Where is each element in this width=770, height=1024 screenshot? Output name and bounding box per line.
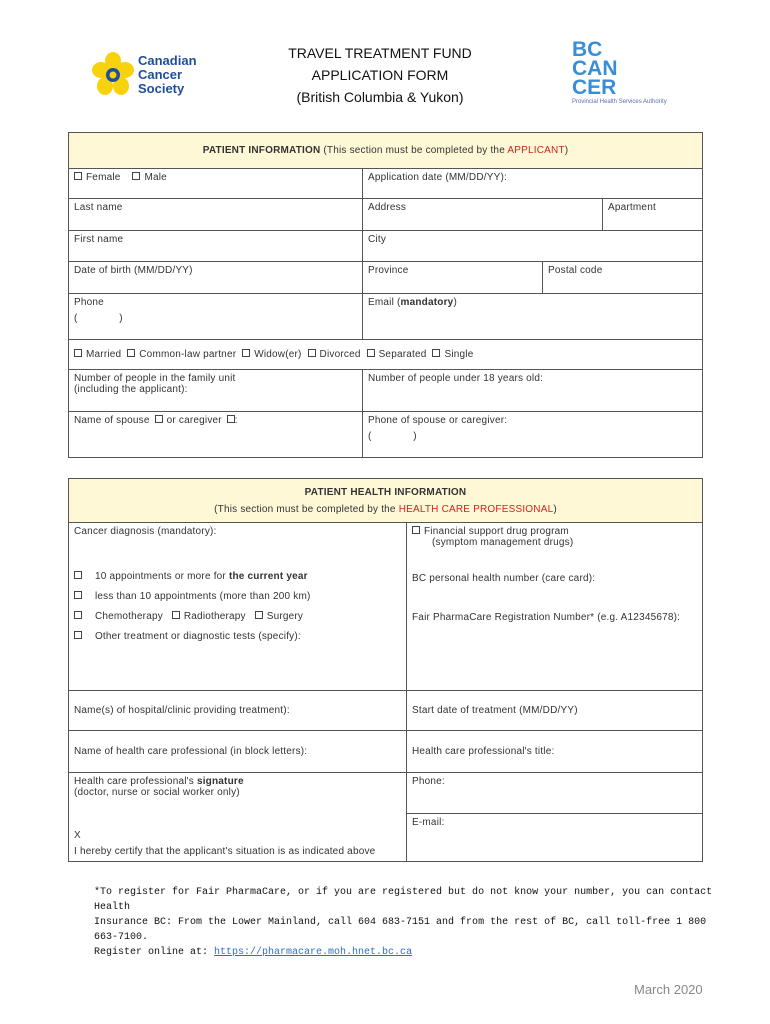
- form-title: [240, 42, 520, 108]
- postal-code-field[interactable]: [543, 262, 703, 294]
- financial-support-cell: [407, 523, 703, 567]
- pharmacare-footnote: [94, 885, 734, 960]
- separated-checkbox[interactable]: [367, 349, 375, 357]
- appt-10-more-label: 10 appointments or more for: [94, 570, 229, 582]
- gender-cell: [69, 169, 363, 199]
- marital-status-row: [69, 340, 703, 370]
- male-label: Male: [144, 172, 167, 183]
- pharmacare-link[interactable]: https://pharmacare.moh.hnet.bc.ca: [214, 947, 413, 958]
- email-field[interactable]: [363, 294, 703, 340]
- health-numbers-cell: [407, 567, 703, 691]
- bc-logo-subtitle: Provincial Health Services Authority: [572, 99, 667, 105]
- female-label: Female: [86, 172, 121, 183]
- bc-phn-label: BC personal health number (care card):: [412, 572, 596, 584]
- hcp-email-field[interactable]: [407, 814, 703, 862]
- spouse-phone-field[interactable]: [363, 412, 703, 458]
- daffodil-icon: [92, 52, 134, 96]
- form-date: March 2020: [634, 982, 703, 997]
- bc-logo-line1: BC: [572, 38, 603, 61]
- spouse-name-colon: :: [234, 415, 238, 426]
- apartment-label: Apartment: [608, 202, 656, 213]
- single-label: Single: [444, 349, 474, 360]
- appt-10-more-checkbox[interactable]: [74, 571, 82, 579]
- financial-support-label-2: (symptom management drugs): [432, 537, 574, 548]
- male-checkbox[interactable]: [132, 172, 140, 180]
- married-checkbox[interactable]: [74, 349, 82, 357]
- widow-label: Widow(er): [254, 349, 302, 360]
- under-18-label: Number of people under 18 years old:: [368, 373, 544, 384]
- title-line3: (British Columbia & Yukon): [296, 89, 464, 105]
- health-info-heading-hcp: HEALTH CARE PROFESSIONAL: [398, 503, 554, 515]
- signature-label: Health care professional's: [74, 776, 197, 787]
- hcp-phone-label: Phone:: [412, 776, 445, 787]
- patient-information-table: [68, 132, 703, 458]
- signature-bold: signature: [196, 776, 244, 787]
- spouse-phone-area-code: ( ): [368, 431, 417, 442]
- first-name-label: First name: [74, 234, 124, 245]
- chemotherapy-label: Chemotherapy: [94, 610, 163, 622]
- appointments-cell: [69, 567, 407, 691]
- patient-info-heading-text: (This section must be completed by the: [320, 145, 508, 156]
- spouse-phone-label: Phone of spouse or caregiver:: [368, 415, 508, 426]
- patient-info-heading-end: ): [564, 145, 569, 156]
- cancer-diagnosis-field[interactable]: [69, 523, 407, 567]
- health-info-heading-text: (This section must be completed by the: [214, 503, 399, 515]
- health-info-heading-end: ): [553, 503, 557, 515]
- bc-logo-line3: CER: [572, 76, 617, 99]
- footnote-line2: Insurance BC: From the Lower Mainland, call 604 683-7151 and from the rest of BC, call toll-free 1 800 663-7100.: [94, 917, 707, 943]
- ccs-logo: [92, 52, 212, 98]
- family-unit-field[interactable]: [69, 370, 363, 412]
- phone-field[interactable]: [69, 294, 363, 340]
- pharmacare-number-label: Fair PharmaCare Registration Number* (e.g. A12345678):: [412, 611, 681, 623]
- footnote-line3: Register online at:: [94, 947, 215, 958]
- city-field[interactable]: [363, 231, 703, 262]
- certify-statement: I hereby certify that the applicant's situation is as indicated above: [74, 846, 376, 857]
- start-date-label: Start date of treatment (MM/DD/YY): [412, 705, 578, 716]
- appt-less-10-checkbox[interactable]: [74, 591, 82, 599]
- email-mandatory: mandatory: [400, 297, 454, 308]
- separated-label: Separated: [378, 349, 427, 360]
- hcp-email-label: E-mail:: [412, 817, 445, 829]
- hcp-title-field[interactable]: [407, 731, 703, 773]
- financial-support-label: Financial support drug program: [424, 526, 569, 537]
- health-info-heading-bold: PATIENT HEALTH INFORMATION: [304, 486, 467, 498]
- under-18-field[interactable]: [363, 370, 703, 412]
- phone-label: Phone: [74, 297, 104, 308]
- health-info-heading: [69, 479, 703, 523]
- address-field[interactable]: [363, 199, 603, 231]
- ccs-logo-line2: Cancer: [138, 67, 183, 82]
- ccs-logo-line3: Society: [138, 81, 185, 96]
- surgery-label: Surgery: [266, 610, 304, 622]
- signature-x-mark: X: [74, 830, 81, 841]
- address-label: Address: [368, 202, 407, 213]
- last-name-field[interactable]: [69, 199, 363, 231]
- ccs-logo-line1: Canadian: [138, 53, 197, 68]
- appt-less-10-label: less than 10 appointments (more than 200 km): [94, 590, 311, 602]
- postal-code-label: Postal code: [548, 265, 603, 276]
- financial-support-checkbox[interactable]: [412, 526, 420, 534]
- radiotherapy-checkbox[interactable]: [172, 611, 180, 619]
- province-field[interactable]: [363, 262, 543, 294]
- divorced-checkbox[interactable]: [308, 349, 316, 357]
- hospital-field[interactable]: [69, 691, 407, 731]
- common-law-checkbox[interactable]: [127, 349, 135, 357]
- phone-area-code: ( ): [74, 313, 123, 324]
- female-checkbox[interactable]: [74, 172, 82, 180]
- application-date-label: Application date (MM/DD/YY):: [368, 172, 507, 183]
- hcp-name-field[interactable]: [69, 731, 407, 773]
- married-label: Married: [86, 349, 122, 360]
- patient-info-heading-applicant: APPLICANT: [507, 145, 565, 156]
- dob-field[interactable]: [69, 262, 363, 294]
- bc-logo-line2: CAN: [572, 57, 618, 80]
- family-unit-label-2: (including the applicant):: [74, 384, 188, 395]
- single-checkbox[interactable]: [432, 349, 440, 357]
- application-date-field[interactable]: [363, 169, 703, 199]
- radiotherapy-label: Radiotherapy: [183, 610, 246, 622]
- spouse-name-label: Name of spouse: [74, 415, 150, 426]
- patient-info-heading: [69, 133, 703, 169]
- hcp-title-label: Health care professional's title:: [412, 746, 555, 757]
- surgery-checkbox[interactable]: [255, 611, 263, 619]
- hospital-label: Name(s) of hospital/clinic providing treatment):: [74, 705, 290, 716]
- cancer-diagnosis-label: Cancer diagnosis (mandatory):: [74, 526, 217, 537]
- bc-cancer-logo: [572, 40, 682, 112]
- dob-label: Date of birth (MM/DD/YY): [74, 265, 193, 276]
- other-treatment-label: Other treatment or diagnostic tests (specify):: [94, 630, 301, 642]
- email-label: Email (: [368, 297, 401, 308]
- start-date-field[interactable]: [407, 691, 703, 731]
- patient-health-information-table: [68, 478, 703, 862]
- caregiver-checkbox[interactable]: [227, 415, 235, 423]
- widow-checkbox[interactable]: [242, 349, 250, 357]
- appt-current-year: the current year: [228, 570, 308, 582]
- first-name-field[interactable]: [69, 231, 363, 262]
- signature-field[interactable]: [69, 773, 407, 862]
- city-label: City: [368, 234, 387, 245]
- title-line1: TRAVEL TREATMENT FUND: [288, 45, 472, 61]
- title-line2: APPLICATION FORM: [311, 67, 449, 83]
- hcp-name-label: Name of health care professional (in block letters):: [74, 746, 308, 757]
- province-label: Province: [368, 265, 409, 276]
- family-unit-label: Number of people in the family unit: [74, 373, 236, 384]
- apartment-field[interactable]: [603, 199, 703, 231]
- divorced-label: Divorced: [319, 349, 361, 360]
- footnote-line1: *To register for Fair PharmaCare, or if you are registered but do not know your number, you can contact Health: [94, 887, 713, 913]
- email-label-end: ): [453, 297, 457, 308]
- signature-qualifier: (doctor, nurse or social worker only): [74, 787, 240, 798]
- hcp-phone-field[interactable]: [407, 773, 703, 814]
- spouse-name-field[interactable]: [69, 412, 363, 458]
- chemotherapy-checkbox[interactable]: [74, 611, 82, 619]
- common-law-label: Common-law partner: [139, 349, 237, 360]
- other-treatment-checkbox[interactable]: [74, 631, 82, 639]
- caregiver-label: or caregiver: [166, 415, 222, 426]
- spouse-checkbox[interactable]: [155, 415, 163, 423]
- patient-info-heading-bold: PATIENT INFORMATION: [202, 145, 321, 156]
- last-name-label: Last name: [74, 202, 123, 213]
